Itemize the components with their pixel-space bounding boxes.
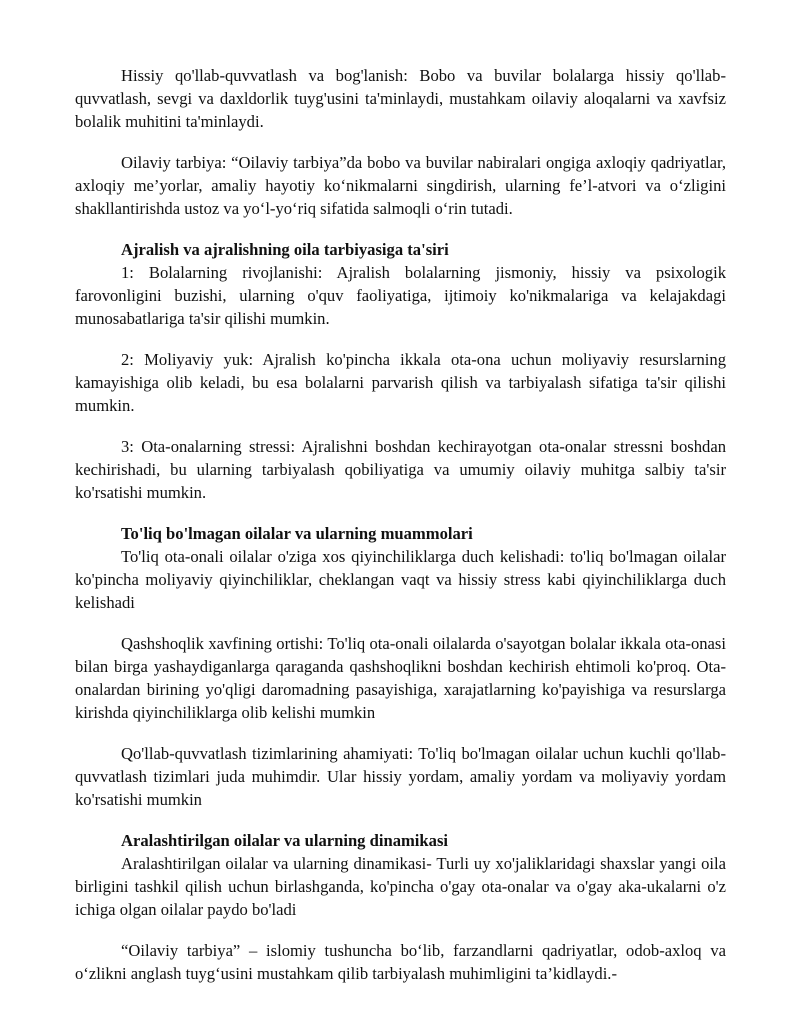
paragraph-emotional-support: Hissiy qo'llab-quvvatlash va bog'lanish: Bobo va buvilar bolalarga hissiy qo'llab-quvvatlash, sevgi va daxldorlik tuyg'usini ta'minlaydi, mustahkam oilaviy aloqalarni va xavfsiz bolalik muhitini ta'minlaydi. [75,66,726,131]
paragraph-single-parent-challenges: To'liq ota-onali oilalar o'ziga xos qiyinchiliklarga duch kelishadi: to'liq bo'lmagan oilalar ko'pincha moliyaviy qiyinchiliklar, cheklangan vaqt va hissiy stress kabi qiyinchiliklarga duch kelishadi [75,547,726,612]
heading-divorce-impact: Ajralish va ajralishning oila tarbiyasiga ta'siri [121,240,449,259]
heading-incomplete-families: To'liq bo'lmagan oilalar va ularning muammolari [121,524,473,543]
paragraph-child-development: 1: Bolalarning rivojlanishi: Ajralish bolalarning jismoniy, hissiy va psixologik farovonligini buzishi, ularning o'quv faoliyatiga, ijtimoiy ko'nikmalariga va kelajakdagi munosabatlariga ta'sir qilishi mumkin. [75,263,726,328]
paragraph-parental-stress: 3: Ota-onalarning stressi: Ajralishni boshdan kechirayotgan ota-onalar stressni boshdan kechirishadi, bu ularning tarbiyalash qobiliyatiga va umumiy oilaviy muhitga salbiy ta'sir ko'rsatishi mumkin. [75,437,726,502]
paragraph-financial-burden: 2: Moliyaviy yuk: Ajralish ko'pincha ikkala ota-ona uchun moliyaviy resurslarning kamayishiga olib keladi, bu esa bolalarni parvarish qilish va tarbiyalash sifatiga ta'sir qilishi mumkin. [75,350,726,415]
paragraph-poverty-risk: Qashshoqlik xavfining ortishi: To'liq ota-onali oilalarda o'sayotgan bolalar ikkala ota-onasi bilan birga yashaydiganlarga qaraganda qashshoqlikni boshdan kechirish ehtimoli ko'proq. Ota-onalardan birining yo'qligi daromadning pasayishiga, xarajatlarning ko'payishiga va resurslarga kirishda qiyinchiliklarga olib kelishi mumkin [75,634,726,722]
paragraph-islamic-upbringing: “Oilaviy tarbiya” – islomiy tushuncha bo‘lib, farzandlarni qadriyatlar, odob-axloq va o‘zlikni anglash tuyg‘usini mustahkam qilib tarbiyalash muhimligini ta’kidlaydi.- [75,941,726,983]
paragraph-support-systems: Qo'llab-quvvatlash tizimlarining ahamiyati: To'liq bo'lmagan oilalar uchun kuchli qo'llab-quvvatlash tizimlari juda muhimdir. Ular hissiy yordam, amaliy yordam va moliyaviy yordam ko'rsatishi mumkin [75,744,726,809]
document-page [75,64,726,985]
paragraph-family-upbringing: Oilaviy tarbiya: “Oilaviy tarbiya”da bobo va buvilar nabiralari ongiga axloqiy qadriyatlar, axloqiy me’yorlar, amaliy hayotiy ko‘nikmalarni singdirish, ularning fe’l-atvori va o‘zligini shakllantirishda ustoz va yo‘l-yo‘riq sifatida salmoqli o‘rin tutadi. [75,153,726,218]
heading-blended-families: Aralashtirilgan oilalar va ularning dinamikasi [121,831,449,850]
paragraph-blended-dynamics: Aralashtirilgan oilalar va ularning dinamikasi- Turli uy xo'jaliklaridagi shaxslar yangi oila birligini tashkil qilish uchun birlashganda, ko'pincha o'gay ota-onalar va o'gay aka-ukalarni o'z ichiga olgan oilalar paydo bo'ladi [75,854,726,919]
